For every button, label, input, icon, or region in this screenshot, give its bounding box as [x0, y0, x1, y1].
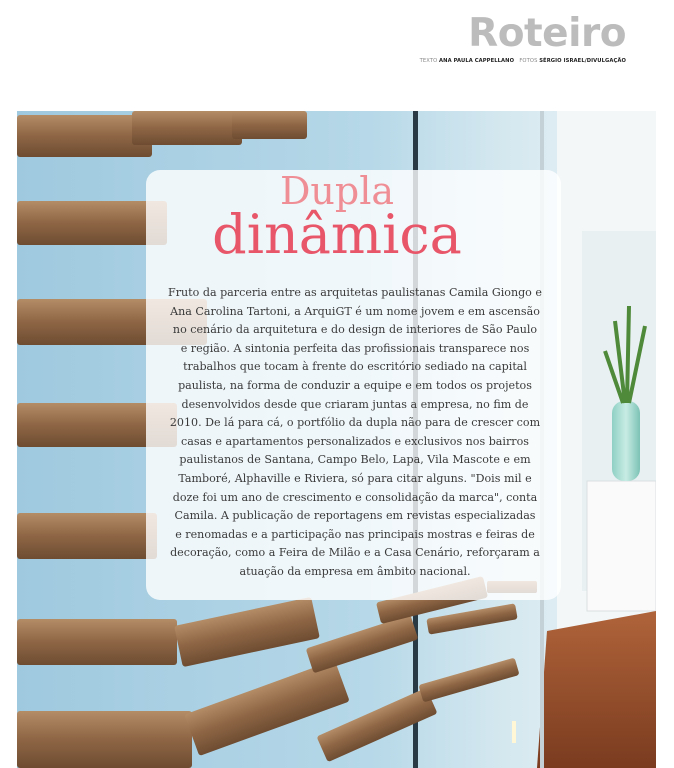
body-line: desenvolvidos desde que criaram juntas a empresa, no fim de — [181, 397, 529, 411]
body-line: e região. A sintonia perfeita das profissionais transparece nos — [180, 341, 530, 355]
photo-text-credits — [420, 58, 626, 64]
article-title-line2: dinâmica — [212, 203, 462, 266]
credit-text-name: ANA PAULA CAPPELLANO — [439, 58, 515, 64]
body-line: paulistanos de Santana, Campo Belo, Lapa, Vila Mascote e em — [179, 453, 531, 467]
body-line: Fruto da parceria entre as arquitetas paulistanas Camila Giongo e — [168, 286, 542, 299]
body-line: Tamboré, Alphaville e Riviera, só para citar alguns. "Dois mil e — [178, 471, 532, 485]
body-line: atuação da empresa em âmbito nacional. — [239, 564, 471, 578]
credit-photo-name: SÉRGIO ISRAEL/DIVULGAÇÃO — [539, 58, 626, 64]
body-line: e renomadas e a participação nas principais mostras e feiras de — [175, 527, 535, 541]
body-line: 2010. De lá para cá, o portfólio da dupla não para de crescer com — [169, 416, 541, 430]
body-line: doze foi um ano de crescimento e consolidação da marca", conta — [172, 490, 538, 504]
body-line: Ana Carolina Tartoni, a ArquiGT é um nome jovem e em ascensão — [170, 304, 540, 318]
body-line: decoração, como a Feira de Milão e a Casa Cenário, reforçaram a — [170, 546, 540, 560]
credit-text-label: TEXTO — [419, 58, 438, 64]
body-line: Camila. A publicação de reportagens em revistas especializadas — [174, 509, 536, 523]
body-line: paulista, na forma de conduzir a equipe e em todos os projetos — [178, 378, 532, 392]
body-line: trabalhos que tocam à frente do escritório sediado na capital — [183, 360, 527, 374]
body-line: casas e apartamentos personalizados e exclusivos nos bairros — [181, 434, 529, 448]
article-body — [163, 284, 547, 582]
body-line: no cenário da arquitetura e do design de interiores de São Paulo — [172, 323, 538, 337]
article-title-line1: Dupla — [279, 169, 395, 213]
section-title: Roteiro — [468, 11, 626, 56]
credit-photo-label: FOTOS — [519, 58, 538, 64]
